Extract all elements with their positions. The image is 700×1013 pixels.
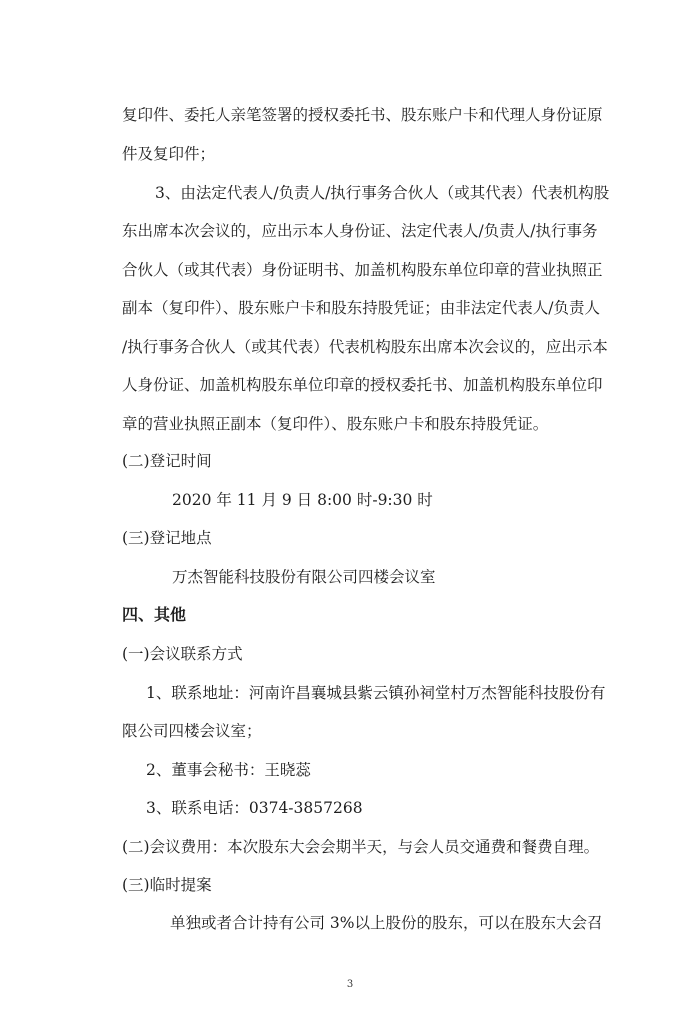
section-heading-temporary-proposals: (三)临时提案 — [122, 876, 212, 894]
body-line-3: 3、由法定代表人/负责人/执行事务合伙人（或其代表）代表机构股 — [155, 184, 610, 202]
contact-address-line-1: 1、联系地址：河南许昌襄城县紫云镇孙祠堂村万杰智能科技股份有 — [146, 684, 606, 702]
body-line-4: 东出席本次会议的，应出示本人身份证、法定代表人/负责人/执行事务 — [122, 222, 598, 240]
section-heading-registration-time: (二)登记时间 — [122, 452, 212, 470]
body-line-8: 人身份证、加盖机构股东单位印章的授权委托书、加盖机构股东单位印 — [122, 376, 603, 394]
body-line-5: 合伙人（或其代表）身份证明书、加盖机构股东单位印章的营业执照正 — [122, 261, 603, 279]
registration-place-value: 万杰智能科技股份有限公司四楼会议室 — [172, 568, 436, 586]
page-number: 3 — [346, 979, 354, 990]
temporary-proposals-line: 单独或者合计持有公司 3%以上股份的股东，可以在股东大会召 — [170, 914, 603, 932]
section-heading-contact: (一)会议联系方式 — [122, 645, 243, 663]
section-heading-others: 四、其他 — [122, 605, 187, 624]
board-secretary-line: 2、董事会秘书：王晓蕊 — [146, 761, 311, 779]
section-heading-registration-place: (三)登记地点 — [122, 529, 212, 547]
body-line-6: 副本（复印件）、股东账户卡和股东持股凭证；由非法定代表人/负责人 — [122, 299, 600, 317]
registration-time-value: 2020 年 11 月 9 日 8:00 时-9:30 时 — [172, 491, 433, 509]
body-line-1: 复印件、委托人亲笔签署的授权委托书、股东账户卡和代理人身份证原 — [122, 106, 603, 124]
meeting-expenses-line: (二)会议费用：本次股东大会会期半天，与会人员交通费和餐费自理。 — [122, 838, 600, 856]
contact-phone-line: 3、联系电话：0374-3857268 — [146, 799, 363, 817]
body-line-2: 件及复印件； — [122, 145, 216, 163]
body-line-9: 章的营业执照正副本（复印件）、股东账户卡和股东持股凭证。 — [122, 415, 549, 433]
body-line-7: /执行事务合伙人（或其代表）代表机构股东出席本次会议的，应出示本 — [122, 338, 608, 356]
contact-address-line-2: 限公司四楼会议室； — [122, 722, 262, 740]
